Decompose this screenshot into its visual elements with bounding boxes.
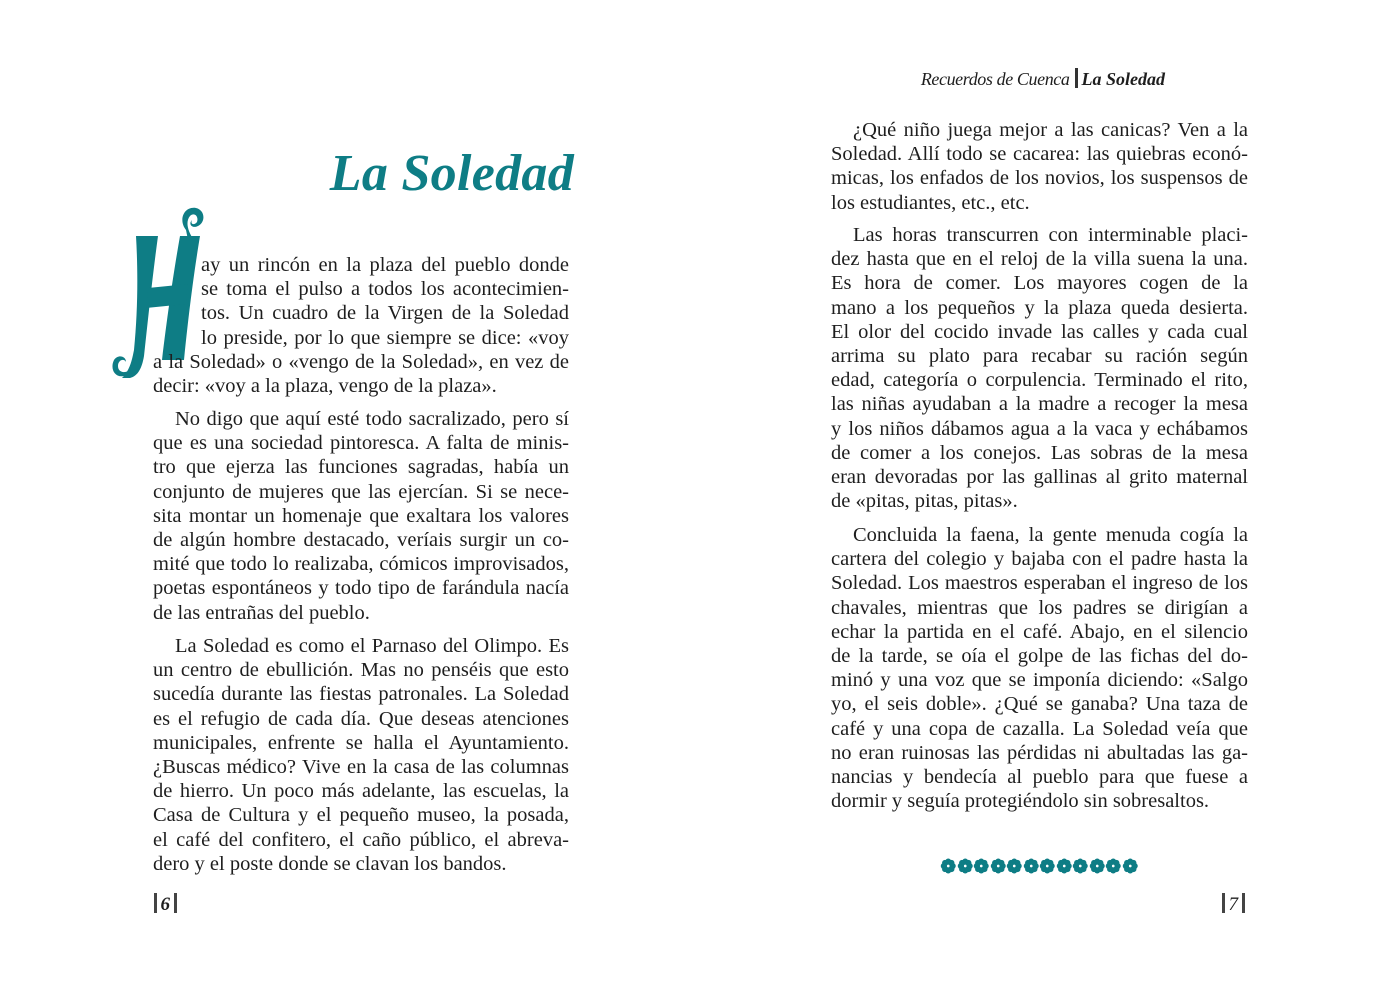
text-line: conjunto de mujeres que las ejercían. Si se nece- — [153, 480, 569, 503]
text-line: mité que todo lo realizaba, cómicos improvisados, — [153, 553, 569, 576]
text-line: Concluida la faena, la gente menuda cogía la — [853, 524, 1248, 546]
text-line: los estudiantes, etc., etc. — [831, 191, 1030, 214]
text-line: eran devoradas por las gallinas al grito maternal — [831, 465, 1248, 488]
text-line: tro que ejerza las funciones sagradas, había un — [153, 456, 569, 479]
text-line: No digo que aquí esté todo sacralizado, pero sí — [175, 408, 569, 430]
text-line: ¿Qué niño juega mejor a las canicas? Ven a la — [853, 119, 1248, 141]
text-line: dez hasta que en el reloj de la villa suena la una. — [831, 248, 1248, 271]
text-line: el café del confitero, el caño público, el abreva- — [153, 828, 569, 851]
flower-icon — [940, 857, 957, 875]
text-line: se toma el pulso a todos los acontecimien- — [201, 278, 569, 301]
folio-bar — [154, 893, 157, 913]
folio-bar — [1242, 893, 1245, 913]
chapter-title: La Soledad — [329, 145, 574, 202]
text-line: municipales, enfrente se halla el Ayuntamiento. — [153, 731, 569, 754]
flower-icon — [1122, 857, 1139, 875]
flower-icon — [990, 857, 1007, 875]
text-line: La Soledad es como el Parnaso del Olimpo. Es — [175, 635, 569, 657]
text-line: de hierro. Un poco más adelante, las escuelas, la — [153, 780, 569, 803]
paragraph-2 — [153, 407, 569, 625]
text-line: dormir y seguía protegiéndolo sin sobresaltos. — [831, 790, 1210, 813]
text-line: micas, los enfados de los novios, los suspensos de — [831, 167, 1248, 190]
folio-bar — [174, 893, 177, 913]
text-line: de las entrañas del pueblo. — [153, 601, 370, 624]
text-line: que es una sociedad pintoresca. A falta de minis- — [153, 432, 569, 455]
flower-icon — [1023, 857, 1040, 875]
flower-icon — [957, 857, 974, 875]
text-line: a la Soledad» o «vengo de la Soledad», en vez de — [153, 350, 569, 373]
text-line: Casa de Cultura y el pequeño museo, la posada, — [153, 804, 569, 827]
text-line: Soledad. Allí todo se cacarea: las quiebras econó- — [831, 143, 1248, 166]
paragraph-1 — [153, 253, 569, 398]
paragraph-6 — [831, 523, 1248, 813]
text-line: decir: «voy a la plaza, vengo de la plaza». — [153, 374, 497, 397]
text-line: ¿Buscas médico? Vive en la casa de las columnas — [153, 755, 569, 778]
text-line: yo, el seis doble». ¿Qué se ganaba? Una taza de — [831, 693, 1248, 716]
text-line: lo preside, por lo que siempre se dice: «voy — [201, 326, 569, 349]
text-line: echar la partida en el café. Abajo, en el silencio — [831, 620, 1248, 643]
text-line: El olor del cocido invade las calles y cada cual — [831, 320, 1248, 343]
flower-icon — [1039, 857, 1056, 875]
text-line: tos. Un cuadro de la Virgen de la Soledad — [201, 302, 569, 325]
text-line: es el refugio de cada día. Que deseas atenciones — [153, 707, 569, 730]
text-line: de la tarde, se oía el golpe de las fichas del do- — [831, 644, 1248, 667]
text-line: minó y una voz que se imponía diciendo: «Salgo — [831, 669, 1248, 692]
text-line: sucedía durante las fiestas patronales. La Soledad — [153, 683, 569, 706]
text-line: de «pitas, pitas, pitas». — [831, 490, 1018, 513]
text-line: de algún hombre destacado, veríais surgir un co- — [153, 528, 569, 551]
ornament-divider — [940, 857, 1138, 875]
page-number: 6 — [150, 893, 181, 916]
page-number: 7 — [1218, 893, 1249, 916]
paragraph-4 — [831, 118, 1248, 215]
running-head-separator — [1075, 68, 1078, 88]
text-line: un centro de ebullición. Mas no penséis que esto — [153, 659, 569, 682]
text-line: chavales, mientras que los padres se dirigían a — [831, 596, 1248, 619]
text-line: Es hora de comer. Los mayores cogen de la — [831, 272, 1248, 295]
text-line: y los niños dábamos agua a la vaca y echábamos — [831, 417, 1248, 440]
flower-icon — [1072, 857, 1089, 875]
text-line: cartera del colegio y bajaba con el padre hasta la — [831, 548, 1248, 571]
text-line: las niñas ayudaban a la madre a recoger la mesa — [831, 393, 1248, 416]
text-line: poetas espontáneos y todo tipo de farándula nacía — [153, 577, 569, 600]
running-head-book-title: Recuerdos de Cuenca — [920, 69, 1070, 89]
text-line: mano a los pequeños y la plaza queda desierta. — [831, 296, 1248, 319]
text-line: Las horas transcurren con interminable placi- — [853, 224, 1248, 246]
text-line: no eran ruinosas las pérdidas ni abultadas las ga- — [831, 741, 1248, 764]
text-line: ay un rincón en la plaza del pueblo donde — [201, 254, 569, 276]
text-line: nancias y bendecía al pueblo para que fuese a — [831, 765, 1248, 788]
flower-icon — [1056, 857, 1073, 875]
folio-bar — [1222, 893, 1225, 913]
text-line: edad, categoría o corpulencia. Terminado el rito, — [831, 369, 1248, 392]
flower-icon — [1105, 857, 1122, 875]
paragraph-3 — [153, 634, 569, 876]
running-head-chapter: La Soledad — [1081, 69, 1165, 89]
paragraph-5 — [831, 223, 1248, 513]
text-line: sita montar un homenaje que exaltara los valores — [153, 504, 569, 527]
running-head — [700, 68, 1165, 90]
text-line: café y una copa de cazalla. La Soledad veía que — [831, 717, 1248, 740]
text-line: dero y el poste donde se clavan los bandos. — [153, 852, 507, 875]
right-page — [700, 0, 1400, 992]
text-line: de comer a los conejos. Las sobras de la mesa — [831, 441, 1248, 464]
flower-icon — [1089, 857, 1106, 875]
text-line: Soledad. Los maestros esperaban el ingreso de los — [831, 572, 1248, 595]
flower-icon — [1006, 857, 1023, 875]
flower-icon — [973, 857, 990, 875]
text-line: arrima su plato para recabar su ración según — [831, 344, 1248, 367]
